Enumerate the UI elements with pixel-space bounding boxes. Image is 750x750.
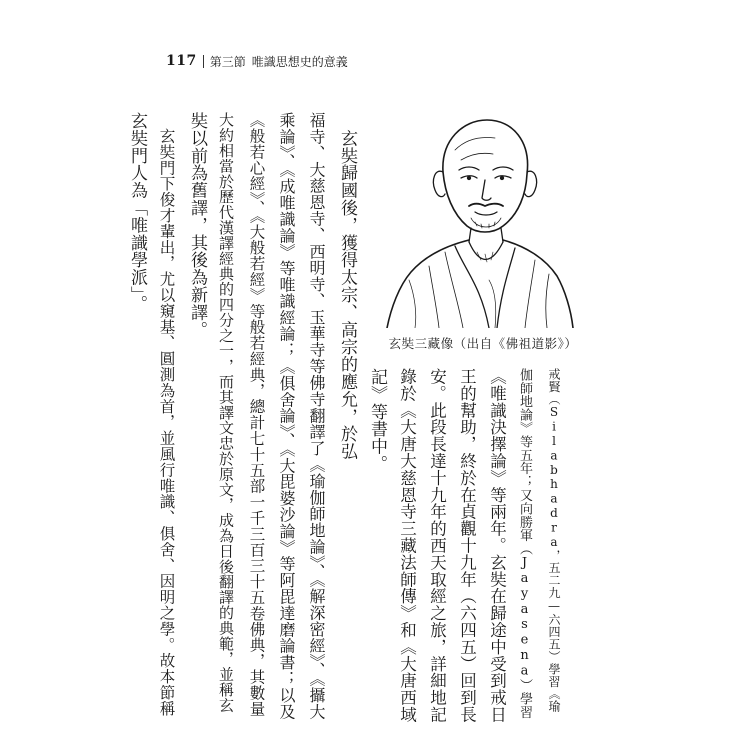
text-column: 玄奘門人為「唯識學派」。 [127,112,147,313]
text-column: 王的幫助，終於在貞觀十九年（六四五）回到長 [457,368,477,723]
figure-caption: 玄奘三藏像（出自《佛祖道影》） [388,336,578,351]
text-column: 《般若心經》、《大般若經》等般若經典，總計七十五部一千三百三十五卷佛典，其數量 [247,112,266,717]
text-column: 乘論》、《成唯識論》等唯識經論；《俱舍論》、《大毘婆沙論》等阿毘達磨論書；以及 [277,112,296,720]
text-column: 玄奘門下俊才輩出，尤以窺基、圓測為首，並風行唯識、俱舍、因明之學。故本節稱 [157,112,176,717]
text-column: 大約相當於歷代漢譯經典的四分之一，而其譯文忠於原文，成為日後翻譯的典範，並稱玄 [217,112,235,713]
monk-portrait-icon [385,110,575,328]
text-column: 記》等書中。 [367,368,387,473]
page-number: 117 [166,53,197,69]
monk-portrait-figure [385,110,575,328]
header-divider [203,55,204,68]
text-column: 《唯識決擇論》等兩年。玄奘在歸途中受到戒日 [487,368,507,723]
text-column: 伽師地論》等五年；又向勝軍（Jayasena）學習 [517,368,532,719]
text-column: 戒賢（Silabhadra，五二九—六四五）學習《瑜 [547,368,561,713]
text-column: 玄奘歸國後，獲得太宗、高宗的應允，於弘 [337,112,357,460]
running-header [166,50,348,72]
text-column: 安。此段長達十九年的西天取經之旅，詳細地記 [427,368,447,723]
text-column: 福寺、大慈恩寺、西明寺、玉華寺等佛寺翻譯了《瑜伽師地論》、《解深密經》、《攝大 [307,112,326,720]
text-column: 奘以前為舊譯，其後為新譯。 [187,112,207,339]
section-label: 第三節 [209,54,246,69]
text-column: 錄於《大唐大慈恩寺三藏法師傳》和《大唐西域 [397,368,417,723]
chapter-title: 唯識思想史的意義 [251,54,348,69]
